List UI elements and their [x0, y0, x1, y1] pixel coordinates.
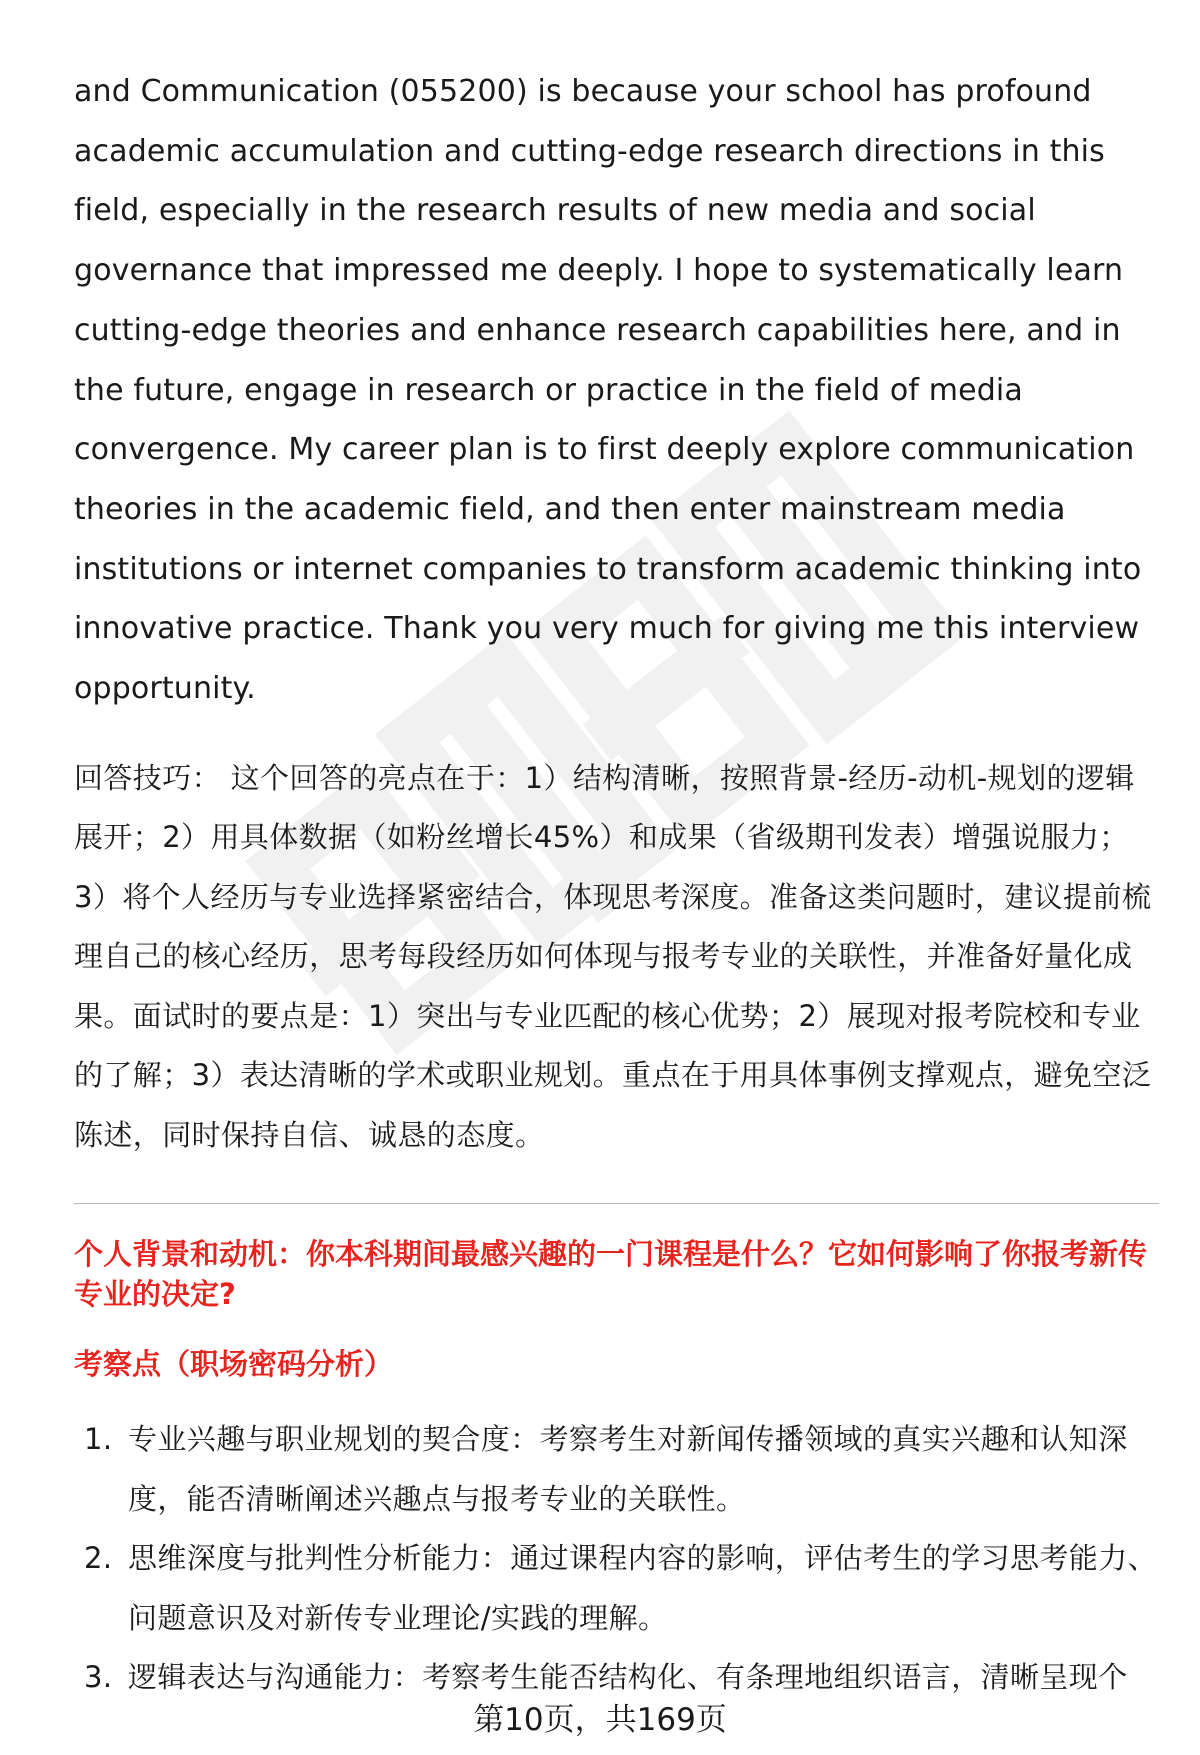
list-item-text: 专业兴趣与职业规划的契合度：考察考生对新闻传播领域的真实兴趣和认知深度，能否清晰阐述兴趣点与报考专业的关联性。	[128, 1422, 1128, 1516]
list-item-number: 2.	[84, 1541, 113, 1576]
list-item-text: 思维深度与批判性分析能力：通过课程内容的影响，评估考生的学习思考能力、问题意识及对新传专业理论/实践的理解。	[128, 1541, 1158, 1635]
section-divider	[74, 1203, 1159, 1204]
answer-paragraph: and Communication (055200) is because your school has profound academic accumulation and cutting-edge research directions in this field, especially in the research results of new media and social governance that impressed me deeply. I hope to systematically learn cutting-edge theories and enhance research capabilities here, and in the future, engage in research or practice in the field of media convergence. My career plan is to first deeply explore communication theories in the academic field, and then enter mainstream media institutions or internet companies to transform academic thinking into innovative practice. Thank you very much for giving me this interview opportunity.	[74, 74, 1142, 707]
list-item-text: 逻辑表达与沟通能力：考察考生能否结构化、有条理地组织语言，清晰呈现个	[128, 1660, 1128, 1695]
tips-paragraph: 回答技巧： 这个回答的亮点在于：1）结构清晰，按照背景-经历-动机-规划的逻辑展开；2）用具体数据（如粉丝增长45%）和成果（省级期刊发表）增强说服力；3）将个人经历与专业选择紧密结合，体现思考深度。准备这类问题时，建议提前梳理自己的核心经历，思考每段经历如何体现与报考专业的关联性，并准备好量化成果。面试时的要点是：1）突出与专业匹配的核心优势；2）展现对报考院校和专业的了解；3）表达清晰的学术或职业规划。重点在于用具体事例支撑观点，避免空泛陈述，同时保持自信、诚恳的态度。	[74, 760, 1152, 1152]
question-heading: 个人背景和动机：你本科期间最感兴趣的一门课程是什么？它如何影响了你报考新传专业的决定?	[74, 1237, 1148, 1312]
list-item	[74, 1410, 1159, 1529]
list-item-number: 1.	[84, 1422, 113, 1457]
page-footer: 第10页，共169页	[473, 1702, 727, 1738]
list-item-number: 3.	[84, 1660, 113, 1695]
list-item	[74, 1648, 1159, 1708]
points-list	[74, 1410, 1159, 1708]
section-title: 考察点（职场密码分析）	[74, 1347, 394, 1382]
list-item	[74, 1529, 1159, 1648]
page-content	[74, 62, 1159, 1708]
